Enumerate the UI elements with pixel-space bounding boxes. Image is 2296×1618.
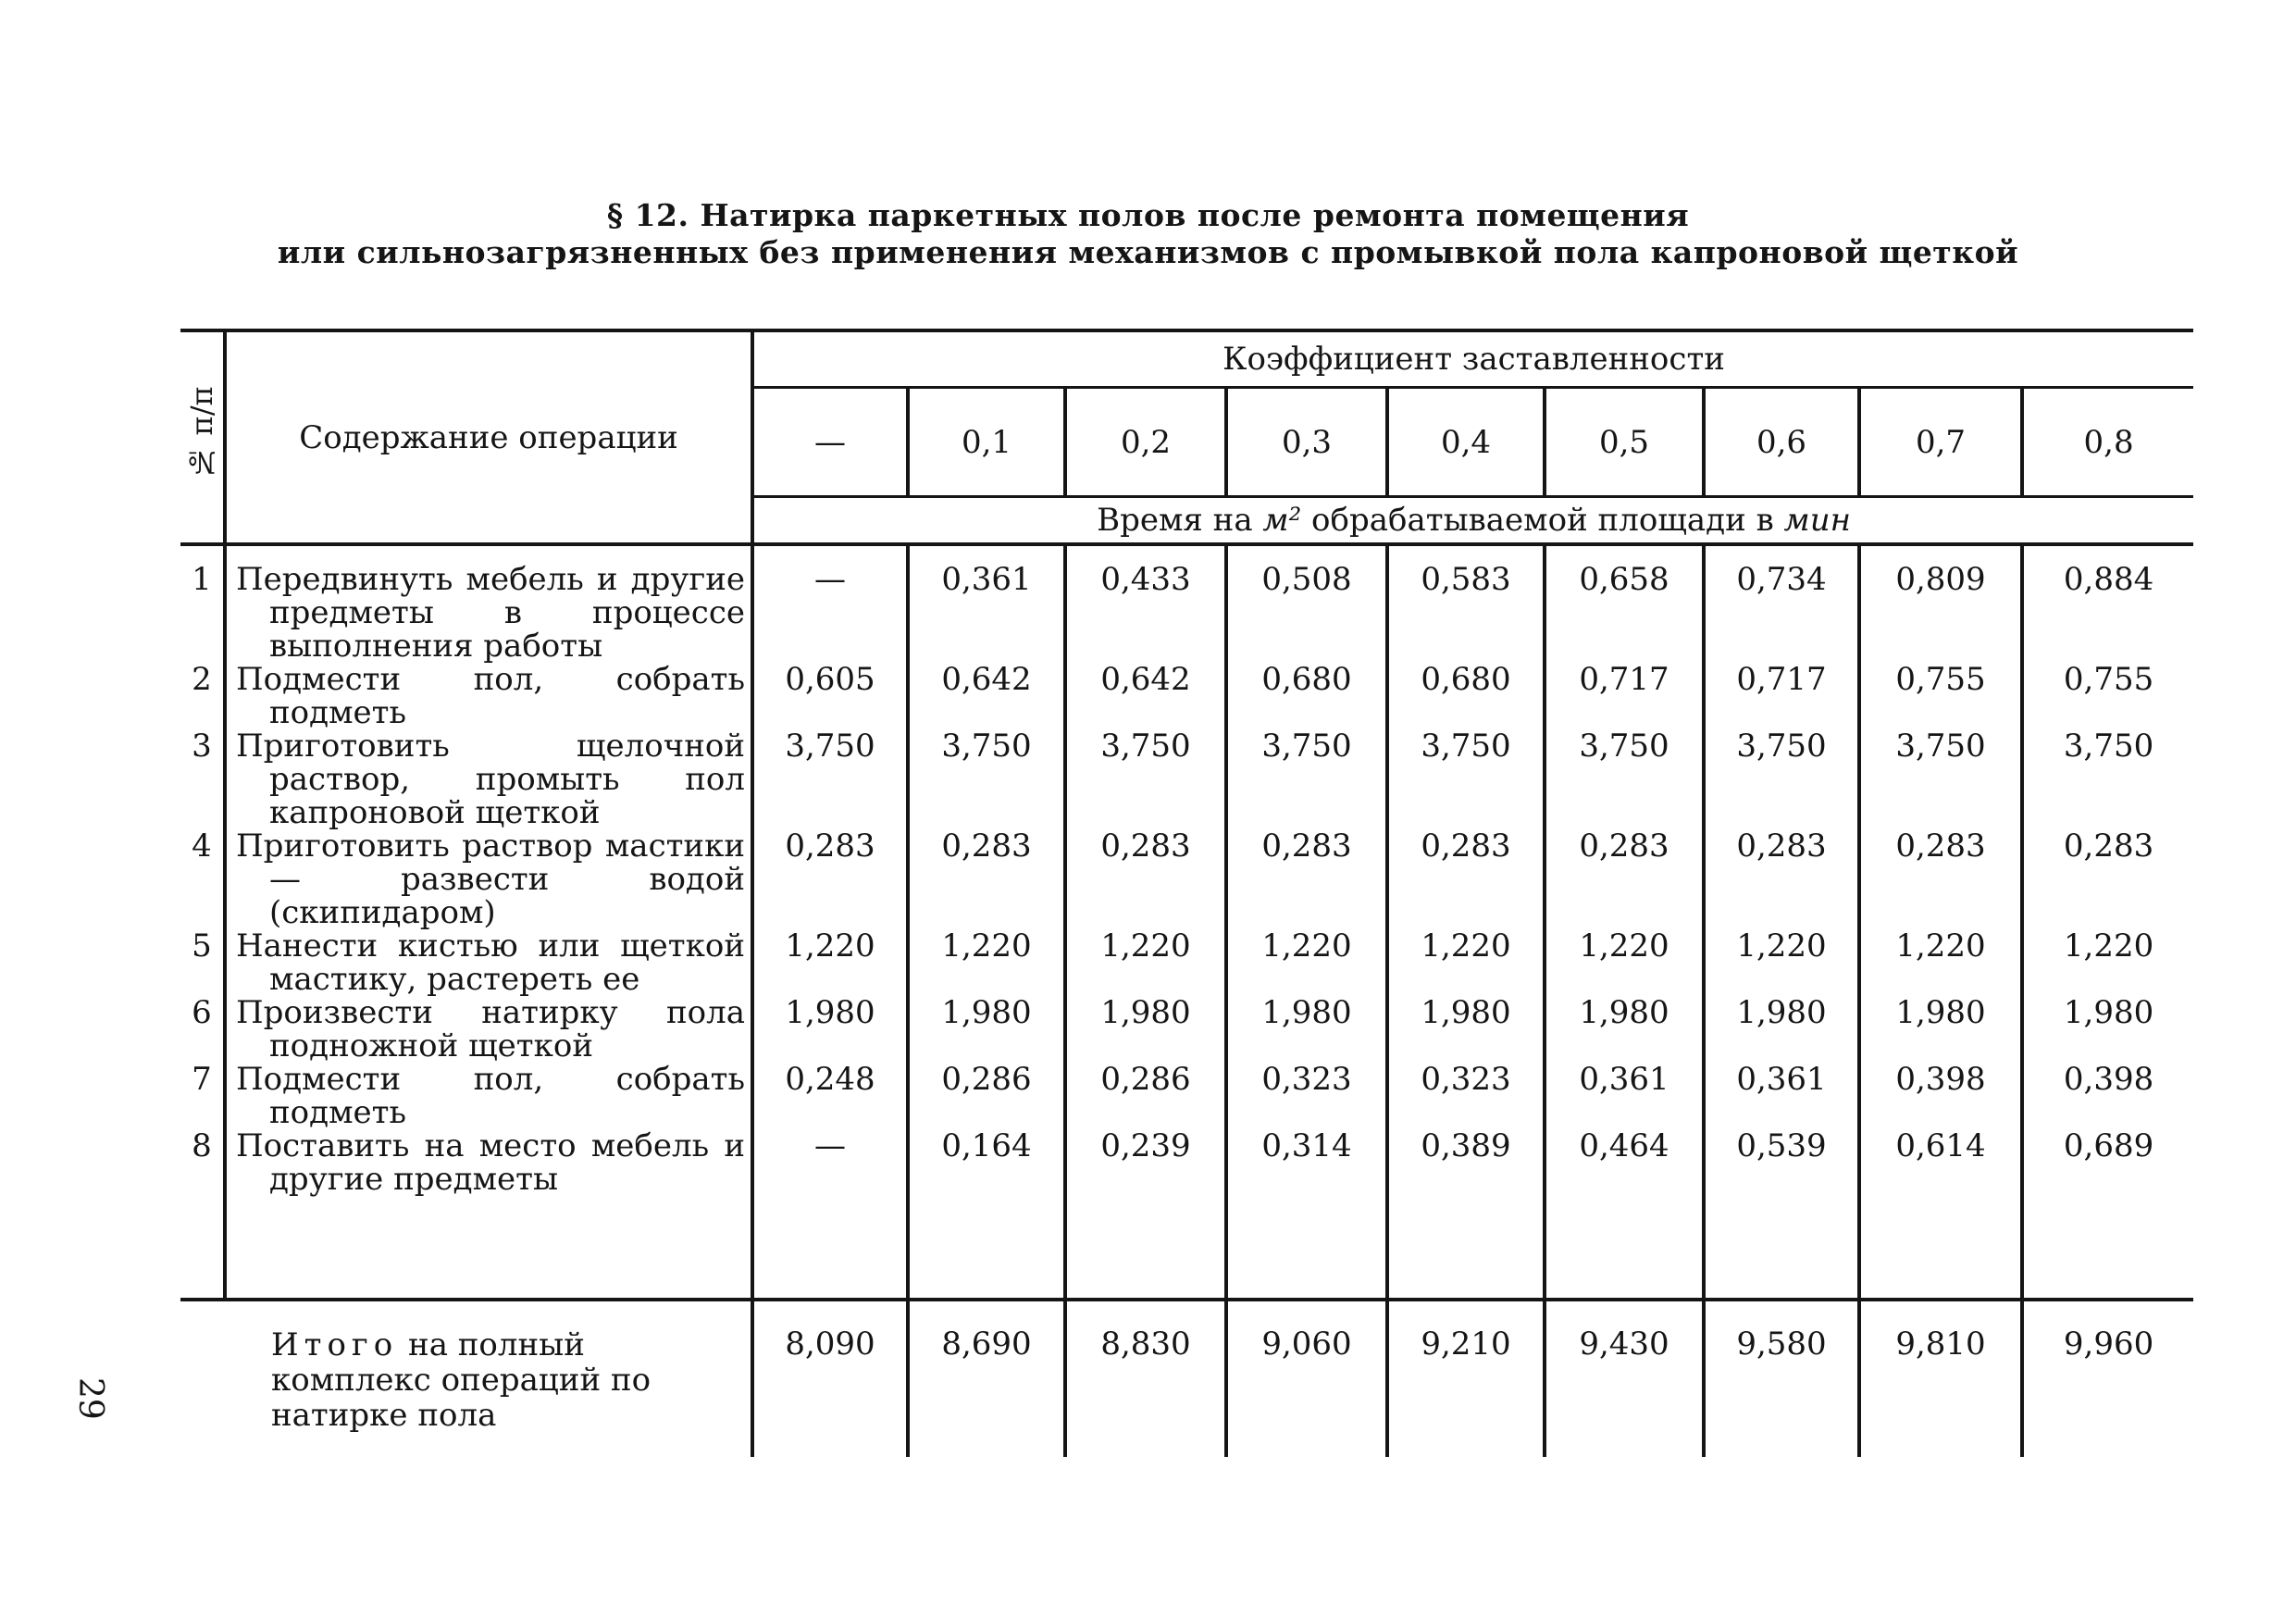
value-cell: 1,980 — [752, 996, 908, 1063]
value-cell: 3,750 — [1545, 729, 1704, 829]
operation-text: Приготовить щелочной раствор, промыть пол капроновой щеткой — [236, 728, 745, 831]
value-cell: 1,980 — [1065, 996, 1226, 1063]
table-row — [180, 829, 2193, 929]
value-cell: 0,583 — [1387, 544, 1545, 663]
value-cell: 0,314 — [1226, 1129, 1387, 1196]
value-cell: 0,283 — [752, 829, 908, 929]
operation-text: Произвести натирку пола подножной щеткой — [236, 994, 745, 1064]
operation-text: Поставить на место мебель и другие предметы — [236, 1127, 745, 1198]
value-cell: 1,220 — [1545, 929, 1704, 996]
total-value: 9,580 — [1704, 1300, 1859, 1457]
value-cell: 0,283 — [1226, 829, 1387, 929]
total-value: 9,810 — [1859, 1300, 2022, 1457]
operation-text: Передвинуть мебель и другие предметы в процессе выполнения работы — [236, 561, 745, 665]
operation-text: Подмести пол, собрать подметь — [236, 1061, 745, 1131]
value-cell: 0,508 — [1226, 544, 1387, 663]
time-header-min: мин — [1783, 502, 1852, 539]
operation-text: Подмести пол, собрать подметь — [236, 661, 745, 731]
total-value: 9,430 — [1545, 1300, 1704, 1457]
operation-name — [225, 663, 752, 729]
coef-col-1: 0,1 — [908, 388, 1065, 497]
row-number: 3 — [192, 728, 212, 765]
value-cell: 0,717 — [1704, 663, 1859, 729]
value-cell: 1,980 — [1226, 996, 1387, 1063]
value-cell: 3,750 — [1859, 729, 2022, 829]
operation-name — [225, 1063, 752, 1129]
value-cell: 0,717 — [1545, 663, 1704, 729]
value-cell: 0,283 — [1387, 829, 1545, 929]
value-cell: 0,286 — [1065, 1063, 1226, 1129]
total-row — [180, 1300, 2193, 1457]
coef-col-5: 0,5 — [1545, 388, 1704, 497]
value-cell: 0,283 — [1065, 829, 1226, 929]
value-cell: 0,433 — [1065, 544, 1226, 663]
operation-name — [225, 544, 752, 663]
operation-name — [225, 729, 752, 829]
norms-table — [180, 329, 2193, 1457]
page-number: 29 — [71, 1377, 109, 1420]
value-cell: 1,220 — [1859, 929, 2022, 996]
row-number: 4 — [192, 828, 212, 865]
value-cell: 0,464 — [1545, 1129, 1704, 1196]
value-cell: 0,680 — [1387, 663, 1545, 729]
value-cell: 0,642 — [908, 663, 1065, 729]
total-value: 8,830 — [1065, 1300, 1226, 1457]
value-cell: 0,755 — [2022, 663, 2193, 729]
value-cell: 0,734 — [1704, 544, 1859, 663]
table-row — [180, 996, 2193, 1063]
num-header: № п/п — [184, 386, 219, 480]
value-cell: 1,980 — [1545, 996, 1704, 1063]
table-row — [180, 1129, 2193, 1196]
value-cell: 1,980 — [1704, 996, 1859, 1063]
value-cell: 1,980 — [1859, 996, 2022, 1063]
value-cell: 0,755 — [1859, 663, 2022, 729]
value-cell: 1,220 — [908, 929, 1065, 996]
time-header-mid: обрабатываемой площади в — [1301, 502, 1784, 539]
value-cell: 0,361 — [1704, 1063, 1859, 1129]
operation-name — [225, 1129, 752, 1196]
coef-col-8: 0,8 — [2022, 388, 2193, 497]
value-cell: 3,750 — [1065, 729, 1226, 829]
time-header — [752, 497, 2193, 545]
value-cell: 0,884 — [2022, 544, 2193, 663]
operation-text: Приготовить раствор мастики — развести водой (скипидаром) — [236, 828, 745, 931]
value-cell: 1,980 — [908, 996, 1065, 1063]
coef-col-6: 0,6 — [1704, 388, 1859, 497]
total-label — [225, 1300, 752, 1457]
section-title-line2: или сильнозагрязненных без применения механизмов с промывкой пола капроновой щеткой — [277, 234, 2019, 270]
value-cell: 1,220 — [1387, 929, 1545, 996]
value-cell: — — [752, 1129, 908, 1196]
coef-col-4: 0,4 — [1387, 388, 1545, 497]
value-cell: 0,286 — [908, 1063, 1065, 1129]
value-cell: 0,283 — [2022, 829, 2193, 929]
coef-col-2: 0,2 — [1065, 388, 1226, 497]
value-cell: 1,220 — [752, 929, 908, 996]
value-cell: 0,398 — [1859, 1063, 2022, 1129]
op-header: Содержание операции — [225, 330, 752, 544]
section-title-line1: § 12. Натирка паркетных полов после ремонта помещения — [606, 197, 1690, 233]
total-value: 8,690 — [908, 1300, 1065, 1457]
value-cell: 0,389 — [1387, 1129, 1545, 1196]
total-value: 9,210 — [1387, 1300, 1545, 1457]
total-value: 9,960 — [2022, 1300, 2193, 1457]
coef-header: Коэффициент заставленности — [752, 330, 2193, 388]
value-cell: 0,283 — [1545, 829, 1704, 929]
value-cell: 1,220 — [2022, 929, 2193, 996]
value-cell: 1,220 — [1704, 929, 1859, 996]
value-cell: 0,361 — [908, 544, 1065, 663]
operation-text: Нанести кистью или щеткой мастику, растереть ее — [236, 927, 745, 998]
value-cell: 0,323 — [1226, 1063, 1387, 1129]
value-cell: 3,750 — [1226, 729, 1387, 829]
time-header-unit: м² — [1262, 502, 1302, 539]
value-cell: 3,750 — [1704, 729, 1859, 829]
row-number: 2 — [192, 661, 212, 698]
value-cell: 0,642 — [1065, 663, 1226, 729]
operation-name — [225, 929, 752, 996]
value-cell: 0,283 — [908, 829, 1065, 929]
value-cell: 3,750 — [2022, 729, 2193, 829]
row-number: 8 — [192, 1127, 212, 1164]
table-row — [180, 544, 2193, 663]
coef-col-7: 0,7 — [1859, 388, 2022, 497]
total-value: 8,090 — [752, 1300, 908, 1457]
value-cell: 0,164 — [908, 1129, 1065, 1196]
value-cell: 0,658 — [1545, 544, 1704, 663]
operation-name — [225, 996, 752, 1063]
value-cell: 0,605 — [752, 663, 908, 729]
value-cell: 1,980 — [1387, 996, 1545, 1063]
row-number: 7 — [192, 1061, 212, 1098]
value-cell: 0,323 — [1387, 1063, 1545, 1129]
table-row — [180, 929, 2193, 996]
value-cell: 0,398 — [2022, 1063, 2193, 1129]
value-cell: 1,980 — [2022, 996, 2193, 1063]
value-cell: 0,361 — [1545, 1063, 1704, 1129]
table-row — [180, 663, 2193, 729]
table-row — [180, 1063, 2193, 1129]
value-cell: 1,220 — [1065, 929, 1226, 996]
operation-name — [225, 829, 752, 929]
num-header-cell — [180, 330, 225, 544]
total-label-word: Итого — [271, 1326, 399, 1363]
value-cell: 0,248 — [752, 1063, 908, 1129]
spacer-row — [180, 1196, 2193, 1300]
value-cell: 0,283 — [1704, 829, 1859, 929]
value-cell: 0,614 — [1859, 1129, 2022, 1196]
value-cell: 0,689 — [2022, 1129, 2193, 1196]
row-number: 1 — [192, 561, 212, 598]
total-label-rest: на полный комплекс операций по натирке пола — [271, 1326, 652, 1434]
value-cell: 0,239 — [1065, 1129, 1226, 1196]
total-value: 9,060 — [1226, 1300, 1387, 1457]
value-cell: 0,809 — [1859, 544, 2022, 663]
coef-col-3: 0,3 — [1226, 388, 1387, 497]
value-cell: — — [752, 544, 908, 663]
value-cell: 1,220 — [1226, 929, 1387, 996]
row-number: 6 — [192, 994, 212, 1031]
time-header-pre: Время на — [1097, 502, 1263, 539]
row-number: 5 — [192, 927, 212, 965]
value-cell: 0,680 — [1226, 663, 1387, 729]
value-cell: 3,750 — [1387, 729, 1545, 829]
value-cell: 3,750 — [908, 729, 1065, 829]
value-cell: 3,750 — [752, 729, 908, 829]
value-cell: 0,539 — [1704, 1129, 1859, 1196]
coef-col-0: — — [752, 388, 908, 497]
value-cell: 0,283 — [1859, 829, 2022, 929]
table-row — [180, 729, 2193, 829]
